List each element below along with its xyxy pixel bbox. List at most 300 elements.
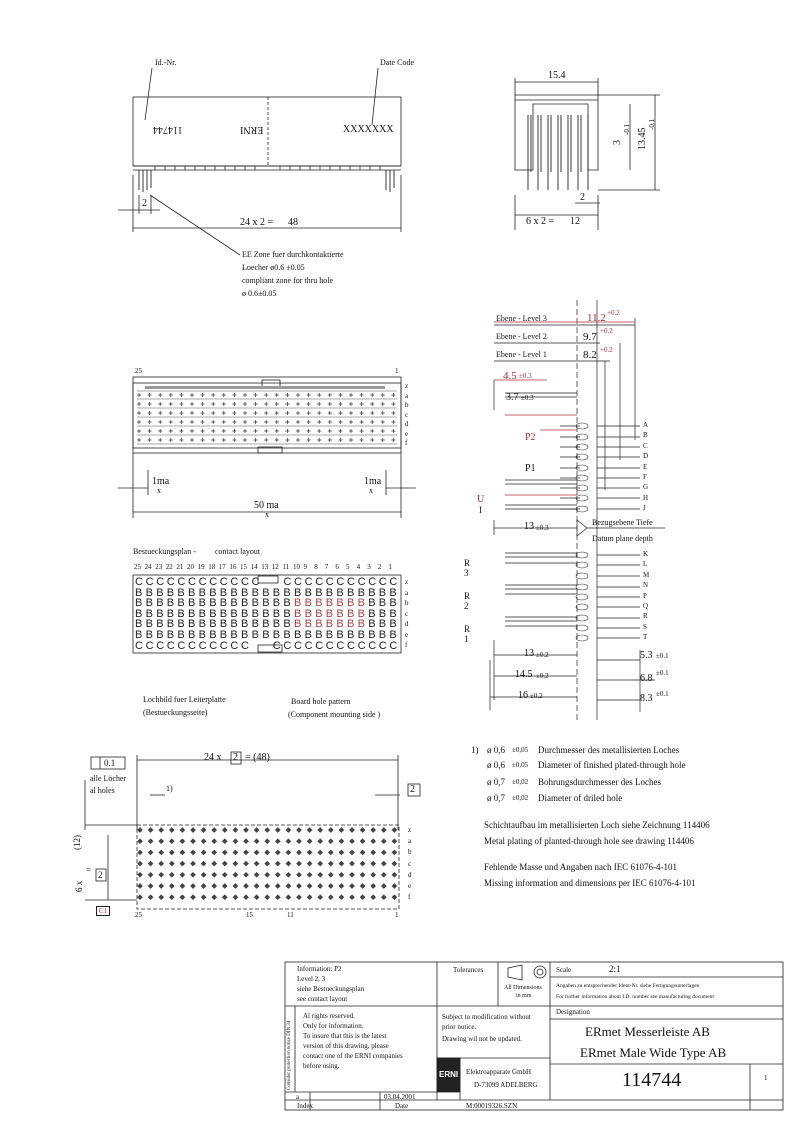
- board-hole: [317, 838, 323, 844]
- board-hole: [222, 883, 228, 889]
- clRows-item: f: [405, 641, 408, 649]
- contact-cell: B: [294, 618, 302, 631]
- top-pitch-dim: 2: [142, 198, 147, 209]
- contact-cell: B: [241, 618, 249, 631]
- board-hole: [264, 883, 270, 889]
- dim-6-8-tol: ±0.1: [656, 669, 669, 677]
- contact-cell: B: [315, 597, 323, 610]
- contact-cell: B: [156, 618, 164, 631]
- front-pin-mark: [148, 420, 152, 424]
- front-pin-mark: [190, 429, 194, 433]
- board-hole: [392, 872, 398, 878]
- contact-cell: B: [357, 607, 365, 620]
- board-hole: [190, 883, 196, 889]
- level2-value: 9.7: [583, 331, 597, 343]
- front-total-x: x: [265, 510, 269, 519]
- contact-cell: B: [209, 597, 217, 610]
- r2-label: R: [464, 591, 471, 601]
- board-hole: [296, 861, 302, 867]
- side-width-dim: 15.4: [548, 70, 566, 81]
- front-pin-mark: [317, 393, 321, 397]
- note1d-tol: ±0,02: [512, 794, 529, 802]
- contact-cell: B: [357, 618, 365, 631]
- contact-cell: C: [283, 639, 292, 652]
- contact-cell: C: [209, 576, 218, 588]
- front-pin-mark: [201, 393, 205, 397]
- board-hole: [328, 827, 334, 833]
- front-pin-mark: [338, 429, 342, 433]
- r1-number: 1: [464, 634, 469, 644]
- front-pin-mark: [158, 402, 162, 406]
- front-pin-mark: [158, 429, 162, 433]
- contact-cell: C: [230, 576, 239, 588]
- rowsLower-item: P: [643, 591, 647, 600]
- front-pin-mark: [360, 429, 364, 433]
- contact-cell: C: [198, 576, 207, 588]
- front-pin-mark: [381, 429, 385, 433]
- brand-mirrored: ERNI: [240, 124, 264, 135]
- contact-cell: B: [209, 629, 217, 641]
- tb-info-2: Level 2, 3: [297, 975, 326, 983]
- board-hole: [328, 850, 334, 856]
- front-pin-mark: [264, 429, 268, 433]
- front-pin-mark: [296, 420, 300, 424]
- board-hole: [392, 827, 398, 833]
- rowsUpper-item: H: [643, 493, 649, 502]
- board-hole: [243, 850, 249, 856]
- level2-label: Ebene - Level 2: [496, 332, 547, 341]
- front-pin-mark: [158, 393, 162, 397]
- contact-cell: B: [135, 607, 143, 620]
- board-hole: [137, 861, 143, 867]
- front-pin-mark: [169, 411, 173, 415]
- contact-cell: B: [262, 586, 270, 599]
- clCols-item: 18: [208, 563, 216, 571]
- board-hole: [148, 894, 154, 900]
- board-hole: [254, 827, 260, 833]
- contact-cell: C: [188, 576, 196, 588]
- front-pin-mark: [381, 420, 385, 424]
- front-pin-mark: [148, 411, 152, 415]
- board-hole: [370, 838, 376, 844]
- clCols-item: 8: [314, 563, 318, 571]
- front-pin-mark: [338, 393, 342, 397]
- tb-rev: a: [296, 1093, 300, 1101]
- board-left-dim: (12): [72, 835, 82, 850]
- contact-cell: B: [336, 597, 344, 610]
- clCols-item: 23: [155, 563, 163, 571]
- rowsUpper-item: B: [643, 431, 648, 440]
- front-pin-mark: [222, 429, 226, 433]
- bpRows-item: z: [408, 826, 412, 834]
- front-pin-mark: [296, 402, 300, 406]
- clCols-item: 25: [134, 563, 141, 571]
- board-hole: [275, 850, 281, 856]
- dim-13: 13: [524, 521, 534, 532]
- front-pin-mark: [190, 402, 194, 406]
- front-pin-mark: [275, 438, 279, 442]
- contact-cell: B: [315, 629, 323, 641]
- contact-cell: B: [347, 618, 355, 631]
- contact-cell: B: [304, 586, 312, 599]
- level1-value: 8.2: [583, 349, 597, 361]
- note1b-text: Diameter of finished plated-through hole: [538, 760, 686, 770]
- board-hole: [307, 883, 313, 889]
- contact-cell: B: [336, 629, 344, 641]
- contact-cell: B: [251, 597, 259, 610]
- contact-cell: B: [325, 586, 334, 599]
- bpRows-item: c: [408, 859, 412, 868]
- clCols-item: 17: [218, 563, 226, 571]
- contact-cell: B: [336, 607, 344, 620]
- board-hole: [360, 894, 366, 900]
- board-hole: [349, 894, 355, 900]
- tb-tolerances: Tolerances: [453, 966, 484, 974]
- board-hole: [317, 872, 323, 878]
- board-hole: [339, 872, 345, 878]
- note1b-sym: ø 0,6: [487, 760, 505, 770]
- front-pin-mark: [285, 429, 289, 433]
- note1d-sym: ø 0,7: [487, 793, 505, 803]
- tb-subject-3: Drawing wil not be updated.: [442, 1035, 522, 1043]
- contact-cell: B: [135, 629, 143, 641]
- contact-cell: B: [389, 586, 397, 599]
- board-hole: [392, 850, 398, 856]
- bpRows-item: f: [408, 893, 411, 902]
- tb-ident-de: Angaben zu entsprechender Ident-Nr. siehe Fertigungsunterlagen: [556, 983, 700, 989]
- board-hole: [360, 872, 366, 878]
- contact-cell: B: [315, 618, 323, 631]
- contact-cell: C: [304, 639, 313, 652]
- board-hole: [169, 838, 175, 844]
- front-pin-mark: [190, 411, 194, 415]
- board-hole: [360, 827, 366, 833]
- front-pin-mark: [328, 393, 332, 397]
- contact-cell: C: [156, 639, 165, 652]
- board-hole: [339, 894, 345, 900]
- contact-cell: B: [219, 597, 228, 610]
- board-height-prefix: 6 x: [74, 880, 84, 892]
- board-hole: [296, 883, 302, 889]
- front-pin-mark: [137, 429, 141, 433]
- board-hole: [201, 861, 207, 867]
- contact-cell: B: [315, 586, 323, 599]
- front-pin-mark: [201, 420, 205, 424]
- contact-cell: B: [294, 607, 302, 620]
- front-pin-mark: [222, 393, 226, 397]
- front-pin-mark: [328, 420, 332, 424]
- clCols-item: 10: [293, 563, 300, 571]
- contact-cell: C: [368, 576, 377, 588]
- contact-cell: B: [378, 629, 387, 641]
- front-pin-mark: [296, 438, 300, 442]
- side-pitch-total-value: 12: [570, 216, 580, 227]
- rowsUpper-item: E: [643, 462, 648, 471]
- board-hole: [264, 872, 270, 878]
- front-pin-mark: [148, 402, 152, 406]
- board-hole: [370, 827, 376, 833]
- board-label-de-1: Lochbild fuer Leiterplatte: [143, 695, 226, 704]
- front-pin-mark: [190, 420, 194, 424]
- front-right-x: x: [369, 486, 373, 495]
- board-hole: [275, 861, 281, 867]
- front-pin-mark: [317, 420, 321, 424]
- front-pin-mark: [370, 438, 374, 442]
- board-hole: [317, 861, 323, 867]
- board-label-en-1: Board hole pattern: [291, 697, 351, 706]
- front-pin-mark: [307, 429, 311, 433]
- front-pin-mark: [370, 402, 374, 406]
- board-hole: [275, 883, 281, 889]
- board-hole: [180, 883, 186, 889]
- level1-tol: +0.2: [600, 346, 613, 354]
- p2-label: P2: [525, 432, 536, 443]
- front-pin-mark: [338, 420, 342, 424]
- all-holes-en: al holes: [90, 786, 115, 795]
- front-pin-mark: [296, 393, 300, 397]
- dim-14-5: 14.5: [515, 669, 533, 680]
- ee-note-4: ø 0.6±0.05: [242, 289, 277, 298]
- rowsUpper-item: F: [643, 473, 647, 481]
- clCols-item: 4: [356, 563, 361, 571]
- clRows-item: a: [405, 588, 409, 597]
- contact-cell: C: [219, 576, 228, 588]
- contact-cell: B: [230, 586, 238, 599]
- front-pin-mark: [158, 420, 162, 424]
- board-hole: [190, 861, 196, 867]
- contact-cell: B: [135, 618, 143, 631]
- level3-value: 11.2: [587, 312, 606, 324]
- front-pin-mark: [137, 411, 141, 415]
- board-hole: [264, 850, 270, 856]
- front-pin-mark: [307, 393, 311, 397]
- r1-label: R: [464, 624, 471, 634]
- front-pin-mark: [360, 411, 364, 415]
- contact-cell: B: [347, 607, 355, 620]
- dim-13-lower: 13: [524, 648, 534, 659]
- board-hole: [243, 861, 249, 867]
- board-height-suffix: =: [86, 865, 92, 875]
- contact-cell: B: [188, 586, 196, 599]
- board-hole: [264, 838, 270, 844]
- contact-cell: B: [156, 597, 164, 610]
- tb-rights-5: contact one of the ERNI companies: [303, 1052, 403, 1060]
- dim-5-3-tol: ±0.1: [656, 652, 669, 660]
- front-pin-mark: [254, 438, 258, 442]
- board-hole: [180, 894, 186, 900]
- contact-cell: B: [315, 607, 323, 620]
- front-pin-mark: [381, 438, 385, 442]
- front-pin-mark: [285, 411, 289, 415]
- board-hole: [370, 872, 376, 878]
- board-hole: [137, 827, 143, 833]
- front-pin-mark: [370, 393, 374, 397]
- board-width-box: 2: [233, 752, 238, 763]
- clCols-item: 16: [229, 563, 237, 571]
- board-hole: [317, 883, 323, 889]
- tb-rights-4: version of this drawing, please: [303, 1042, 389, 1050]
- front-pin-mark: [232, 411, 236, 415]
- front-pin-mark: [179, 402, 183, 406]
- board-hole: [307, 872, 313, 878]
- board-hole: [158, 850, 164, 856]
- board-hole: [254, 838, 260, 844]
- contact-cell: B: [272, 618, 281, 631]
- board-label-de-2: (Bestueckungsseite): [143, 708, 208, 717]
- board-hole: [381, 861, 387, 867]
- tb-date-value: 03.04.2001: [384, 1093, 416, 1101]
- dim-13-lower-tol: ±0.2: [536, 651, 549, 659]
- board-hole: [349, 883, 355, 889]
- frontRows-item: d: [405, 420, 409, 428]
- dim-3-7-tol: ±0.3: [521, 394, 534, 402]
- board-hole: [349, 850, 355, 856]
- front-pin-mark: [211, 420, 215, 424]
- front-total-dim: 50 ma: [254, 500, 279, 511]
- board-hole: [349, 872, 355, 878]
- tb-address: D-73099 ADELBERG: [474, 1081, 538, 1089]
- dim-8-3-tol: ±0.1: [656, 690, 669, 698]
- contact-cell: B: [325, 597, 334, 610]
- board-label-en-2: (Component mounting side ): [288, 710, 381, 719]
- front-pin-mark: [169, 438, 173, 442]
- front-col-25: 25: [135, 367, 142, 375]
- front-pin-mark: [275, 429, 279, 433]
- contact-cell: B: [294, 586, 302, 599]
- contact-cell: B: [368, 629, 376, 641]
- clCols-item: 13: [261, 563, 269, 571]
- board-hole: [275, 894, 281, 900]
- board-hole: [360, 883, 366, 889]
- front-pin-mark: [243, 402, 247, 406]
- board-hole: [190, 872, 196, 878]
- contact-cell: B: [304, 618, 312, 631]
- board-hole: [169, 894, 175, 900]
- front-pin-mark: [137, 393, 141, 397]
- front-pin-mark: [307, 402, 311, 406]
- frontRows-item: e: [405, 429, 409, 438]
- tb-date-label: Date: [395, 1102, 409, 1110]
- contact-cell: B: [262, 597, 270, 610]
- board-hole: [190, 850, 196, 856]
- tb-title-en: ERmet Male Wide Type AB: [580, 1045, 727, 1060]
- contact-cell: B: [251, 618, 259, 631]
- board-hole: [233, 838, 239, 844]
- contact-cell: B: [241, 586, 249, 599]
- board-hole: [169, 850, 175, 856]
- id-number-mirrored: 114744: [153, 124, 183, 135]
- board-hole: [211, 827, 217, 833]
- rowsUpper-item: C: [643, 441, 648, 450]
- front-pin-mark: [360, 402, 364, 406]
- ref-plane-en: Datum plane depth: [592, 534, 653, 543]
- missing-en: Missing information and dimensions per IEC 61076-4-101: [484, 878, 696, 888]
- tb-ident-en: For further information about I.D. number see manufacturing document: [556, 994, 714, 1000]
- contact-cell: C: [294, 639, 302, 652]
- clCols-item: 9: [303, 563, 308, 571]
- front-left-x: x: [157, 486, 161, 495]
- contact-cell: C: [294, 576, 302, 588]
- contact-cell: B: [304, 597, 312, 610]
- board-hole: [317, 827, 323, 833]
- i-label: I: [479, 505, 482, 515]
- board-hole: [211, 883, 217, 889]
- contact-cell: B: [209, 607, 217, 620]
- contact-cell: B: [378, 586, 387, 599]
- contact-cell: B: [219, 586, 228, 599]
- contact-cell: B: [230, 618, 238, 631]
- contact-cell: C: [156, 576, 165, 588]
- contact-cell: B: [251, 629, 259, 641]
- board-hole: [328, 883, 334, 889]
- contact-cell: C: [166, 576, 175, 588]
- contact-cell: C: [347, 576, 355, 588]
- contact-cell: B: [188, 629, 196, 641]
- contact-cell: B: [166, 586, 175, 599]
- contact-cell: B: [272, 629, 281, 641]
- board-hole: [243, 827, 249, 833]
- side-height-tol: -0.1: [648, 118, 656, 130]
- board-hole: [211, 872, 217, 878]
- contact-cell: B: [166, 597, 175, 610]
- board-hole: [296, 894, 302, 900]
- contact-cell: C: [177, 639, 186, 652]
- front-pin-mark: [307, 438, 311, 442]
- board-hole: [137, 872, 143, 878]
- board-ref-1: 1): [166, 784, 173, 793]
- contact-cell: B: [262, 618, 270, 631]
- board-hole: [190, 894, 196, 900]
- bpRows-item: d: [408, 870, 412, 879]
- front-pin-mark: [328, 438, 332, 442]
- board-hole: [190, 827, 196, 833]
- contact-cell: B: [389, 629, 397, 641]
- contact-cell: B: [230, 607, 238, 620]
- rowsLower-item: L: [643, 560, 648, 569]
- contact-layout-title-de: Bestueckungsplan -: [133, 547, 196, 556]
- board-hole: [286, 883, 292, 889]
- contact-cell: B: [135, 586, 143, 599]
- board-col-15: 15: [246, 911, 253, 919]
- note1d-text: Diameter of driled hole: [538, 793, 623, 803]
- contact-cell: B: [145, 597, 153, 610]
- board-hole: [275, 838, 281, 844]
- board-hole: [296, 827, 302, 833]
- board-hole: [148, 872, 154, 878]
- contact-cell: B: [188, 597, 196, 610]
- contact-cell: C: [389, 576, 398, 588]
- board-hole: [328, 838, 334, 844]
- front-pin-mark: [232, 429, 236, 433]
- date-code-label: Date Code: [380, 58, 414, 67]
- front-pin-mark: [158, 438, 162, 442]
- contact-cell: B: [198, 586, 206, 599]
- clCols-item: 11: [282, 563, 290, 571]
- board-hole: [286, 861, 292, 867]
- board-hole: [169, 872, 175, 878]
- board-hole: [264, 894, 270, 900]
- contact-cell: B: [272, 597, 281, 610]
- contact-cell: C: [145, 576, 154, 588]
- board-hole: [264, 861, 270, 867]
- contact-cell: B: [336, 586, 344, 599]
- top-length-dim: 24 x 2 =: [240, 217, 274, 228]
- contact-cell: C: [219, 639, 228, 652]
- contact-cell: B: [241, 597, 249, 610]
- contact-cell: C: [177, 576, 186, 588]
- board-hole: [275, 872, 281, 878]
- front-pin-mark: [232, 420, 236, 424]
